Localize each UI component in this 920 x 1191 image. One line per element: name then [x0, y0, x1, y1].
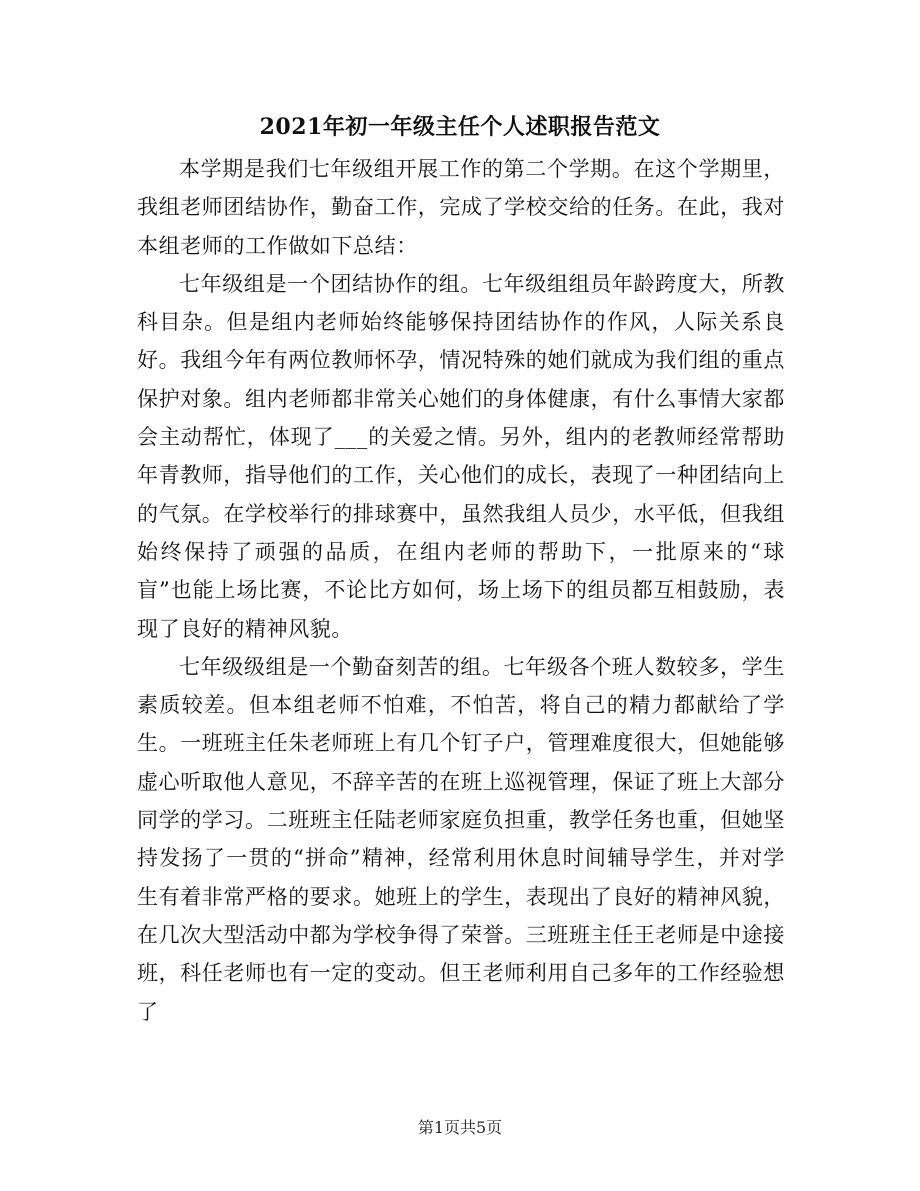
page-indicator: 第1页共5页 [417, 1118, 503, 1137]
paragraph-unity: 七年级组是一个团结协作的组。七年级组组员年龄跨度大，所教科目杂。但是组内老师始终能够保持团结协作的作风，人际关系良好。我组今年有两位教师怀孕，情况特殊的她们就成为我们组的重点保护对象。组内老师都非常关心她们的身体健康，有什么事情大家都会主动帮忙，体现了___的关爱之情。另外，组内的老教师经常帮助年青教师，指导他们的工作，关心他们的成长，表现了一种团结向上的气氛。在学校举行的排球赛中，虽然我组人员少，水平低，但我组始终保持了顽强的品质，在组内老师的帮助下，一批原来的“球盲”也能上场比赛，不论比方如何，场上场下的组员都互相鼓励，表现了良好的精神风貌。 [137, 271, 785, 641]
paragraph-intro: 本学期是我们七年级组开展工作的第二个学期。在这个学期里，我组老师团结协作，勤奋工作，完成了学校交给的任务。在此，我对本组老师的工作做如下总结： [137, 157, 785, 258]
document-title: 2021年初一年级主任个人述职报告范文 [259, 114, 661, 140]
paragraph-diligence: 七年级级组是一个勤奋刻苦的组。七年级各个班人数较多，学生素质较差。但本组老师不怕难，不怕苦，将自己的精力都献给了学生。一班班主任朱老师班上有几个钉子户，管理难度很大，但她能够虚心听取他人意见，不辞辛苦的在班上巡视管理，保证了班上大部分同学的学习。二班班主任陆老师家庭负担重，教学任务也重，但她坚持发扬了一贯的“拼命”精神，经常利用休息时间辅导学生，并对学生有着非常严格的要求。她班上的学生，表现出了良好的精神风貌，在几次大型活动中都为学校争得了荣誉。三班班主任王老师是中途接班，科任老师也有一定的变动。但王老师利用自己多年的工作经验想了 [137, 654, 785, 1024]
document-body [137, 150, 785, 1031]
